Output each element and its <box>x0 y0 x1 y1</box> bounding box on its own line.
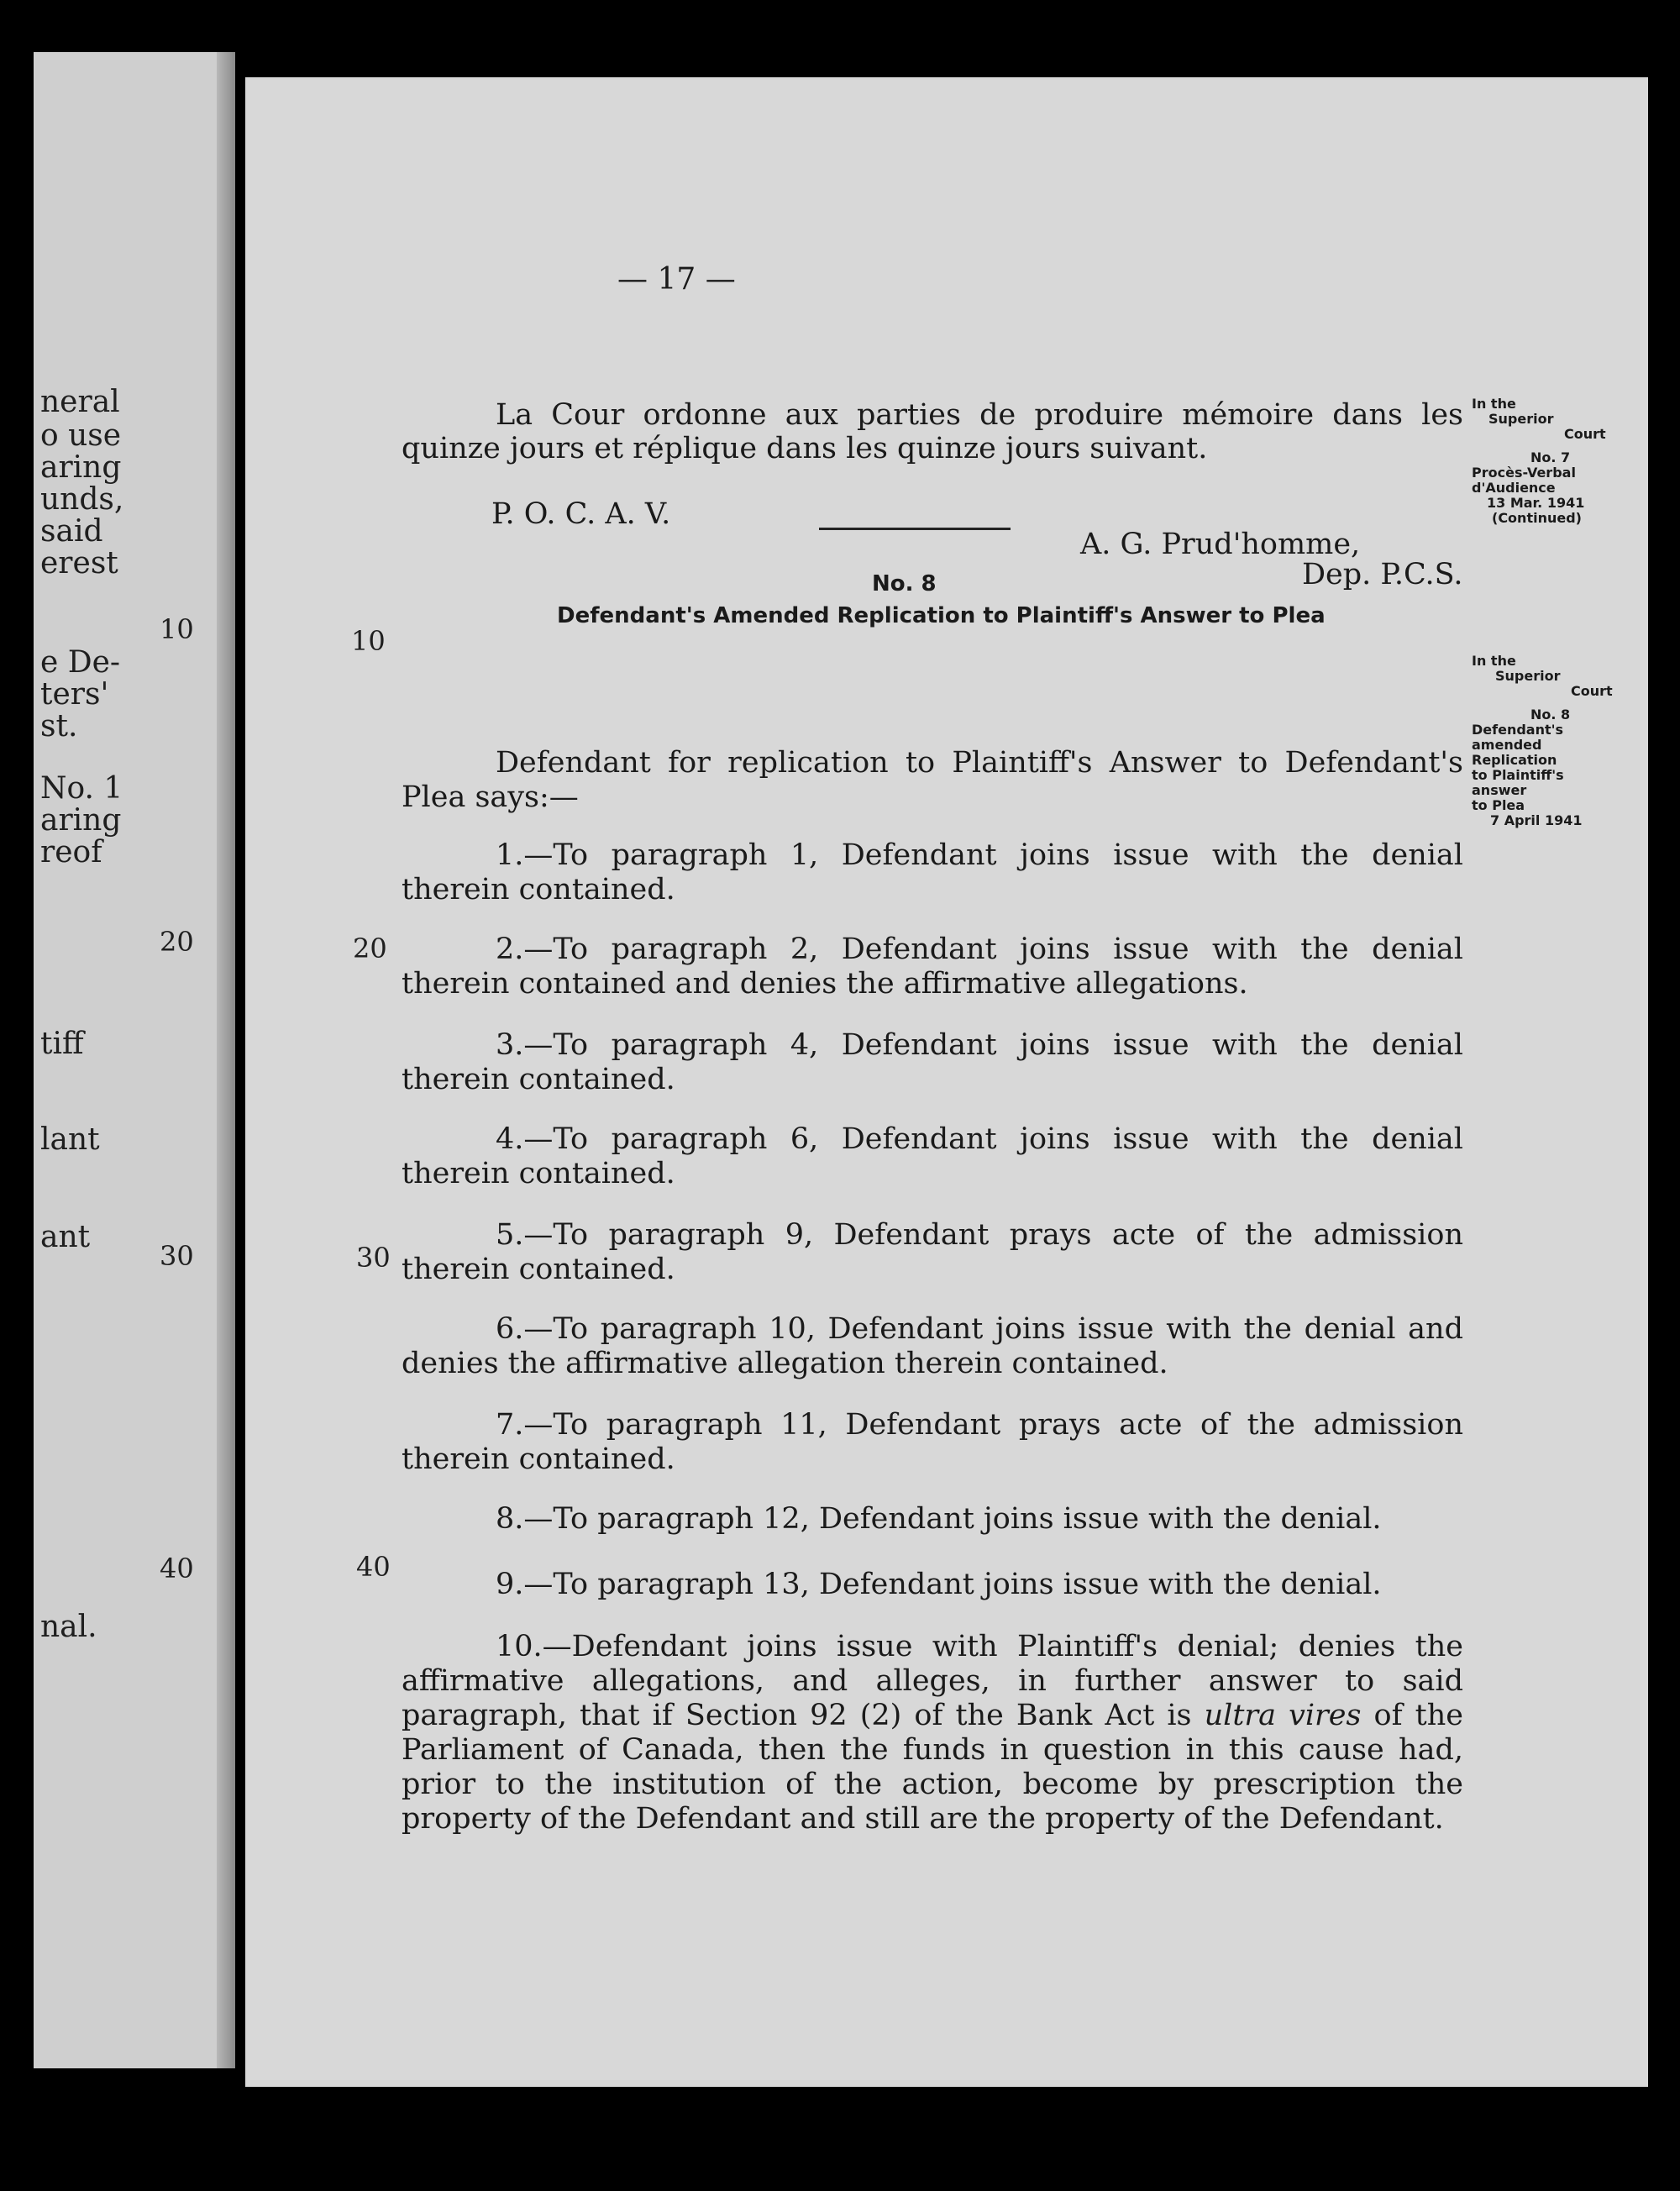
left-page-fragment: nal. <box>40 1610 97 1644</box>
paragraph-2 <box>402 933 1463 1001</box>
margin-note-line: Replication <box>1472 752 1557 768</box>
margin-note-line: 7 April 1941 <box>1490 812 1583 828</box>
paragraph-text <box>402 1630 1463 1836</box>
intro-paragraph <box>402 746 1463 815</box>
left-page-fragment: ant <box>40 1220 91 1254</box>
section-divider <box>819 528 1011 530</box>
paragraph-text: 5.—To paragraph 9, Defendant prays acte of the admission therein contained. <box>402 1218 1463 1286</box>
paragraph-1 <box>402 838 1463 907</box>
paragraph-8 <box>402 1502 1463 1537</box>
margin-note-line: Superior <box>1495 668 1561 684</box>
left-page-line-number: 20 <box>160 926 194 958</box>
left-page-fragment: reof <box>40 835 102 870</box>
paragraph-text: 3.—To paragraph 4, Defendant joins issue with the denial therein contained. <box>402 1028 1463 1096</box>
paragraph-3 <box>402 1028 1463 1097</box>
left-page-fragment: ters' <box>40 677 109 712</box>
margin-note-line: Court <box>1571 683 1613 699</box>
line-number: 30 <box>356 1242 391 1274</box>
margin-note-line: Defendant's <box>1472 722 1564 738</box>
intro-text: Defendant for replication to Plaintiff's Answer to Defendant's Plea says:— <box>402 746 1463 814</box>
paragraph-9 <box>402 1568 1463 1602</box>
line-number: 40 <box>356 1551 391 1583</box>
margin-note-line: Court <box>1564 426 1606 442</box>
margin-note-line: In the <box>1472 653 1516 669</box>
line-number: 20 <box>353 933 387 964</box>
left-page-line-number: 30 <box>160 1240 194 1272</box>
paragraph-text-part: 10.—Defendant joins issue with Plaintiff's denial; denies the affirmative allegations, and alleges, in further answer to said paragraph, that if Section 92 (2) of the Bank Act is <box>402 1630 1463 1732</box>
page-number: — 17 — <box>617 262 736 297</box>
left-page-fragment: unds, <box>40 482 124 517</box>
margin-note-line: amended <box>1472 737 1542 753</box>
paragraph-10 <box>402 1630 1463 1836</box>
paragraph-text-part: of the Parliament of Canada, then the funds in question in this cause had, prior to the institution of the action, become by prescription the property of the Defendant and still are the property of the Defendant. <box>402 1699 1463 1836</box>
margin-note-line: d'Audience <box>1472 480 1556 496</box>
left-page-line-number: 40 <box>160 1553 194 1584</box>
section-title: Defendant's Amended Replication to Plaintiff's Answer to Plea <box>557 603 1326 628</box>
left-page-fragment: e De- <box>40 645 121 680</box>
paragraph-text: 8.—To paragraph 12, Defendant joins issue with the denial. <box>496 1502 1382 1536</box>
paragraph-7 <box>402 1408 1463 1477</box>
margin-note-no8 <box>1472 654 1613 828</box>
pocav-text: P. O. C. A. V. <box>491 497 671 531</box>
left-page-fragment: No. 1 <box>40 771 123 806</box>
paragraph-5 <box>402 1218 1463 1287</box>
line-number: 10 <box>351 625 386 657</box>
paragraph-text: 1.—To paragraph 1, Defendant joins issue with the denial therein contained. <box>402 838 1463 906</box>
margin-note-no7 <box>1472 397 1606 526</box>
left-facing-page <box>34 52 235 2068</box>
signatory-name: A. G. Prud'homme, <box>1080 528 1361 561</box>
margin-note-line: to Plea <box>1472 797 1525 813</box>
margin-note-line: 13 Mar. 1941 <box>1487 495 1585 511</box>
left-page-fragment: st. <box>40 709 78 743</box>
left-page-fragment: o use <box>40 418 122 453</box>
signatory-title: Dep. P.C.S. <box>1302 558 1463 591</box>
left-page-fragment: erest <box>40 546 118 581</box>
section-number: No. 8 <box>872 571 937 596</box>
margin-note-line: answer <box>1472 782 1527 798</box>
margin-note-line: Procès-Verbal <box>1472 465 1576 481</box>
left-page-fragment: aring <box>40 803 122 838</box>
paragraph-text: 7.—To paragraph 11, Defendant prays acte of the admission therein contained. <box>402 1408 1463 1476</box>
paragraph-italic-phrase: ultra vires <box>1204 1699 1362 1732</box>
paragraph-text: 2.—To paragraph 2, Defendant joins issue with the denial therein contained and denies the affirmative allegations. <box>402 933 1463 1001</box>
left-page-fragment: tiff <box>40 1027 84 1061</box>
paragraph-4 <box>402 1122 1463 1191</box>
margin-note-line: to Plaintiff's <box>1472 767 1564 783</box>
paragraph-text: 9.—To paragraph 13, Defendant joins issue with the denial. <box>496 1568 1382 1601</box>
margin-note-line: No. 8 <box>1530 707 1571 722</box>
paragraph-6 <box>402 1312 1463 1381</box>
paragraph-text: 6.—To paragraph 10, Defendant joins issue with the denial and denies the affirmative allegation therein contained. <box>402 1312 1463 1380</box>
margin-note-line: No. 7 <box>1530 449 1571 465</box>
left-page-fragment: said <box>40 514 103 549</box>
court-order-text: La Cour ordonne aux parties de produire mémoire dans les quinze jours et réplique dans les quinze jours suivant. <box>402 398 1463 465</box>
left-page-fragment: neral <box>40 385 120 419</box>
left-page-fragment: lant <box>40 1122 100 1157</box>
margin-note-line: In the <box>1472 396 1516 412</box>
page-spine <box>217 52 235 2068</box>
left-page-line-number: 10 <box>160 613 194 645</box>
left-page-fragment: aring <box>40 450 122 485</box>
paragraph-text: 4.—To paragraph 6, Defendant joins issue with the denial therein contained. <box>402 1122 1463 1190</box>
margin-note-line: Superior <box>1488 411 1554 427</box>
margin-note-line: (Continued) <box>1492 510 1582 526</box>
